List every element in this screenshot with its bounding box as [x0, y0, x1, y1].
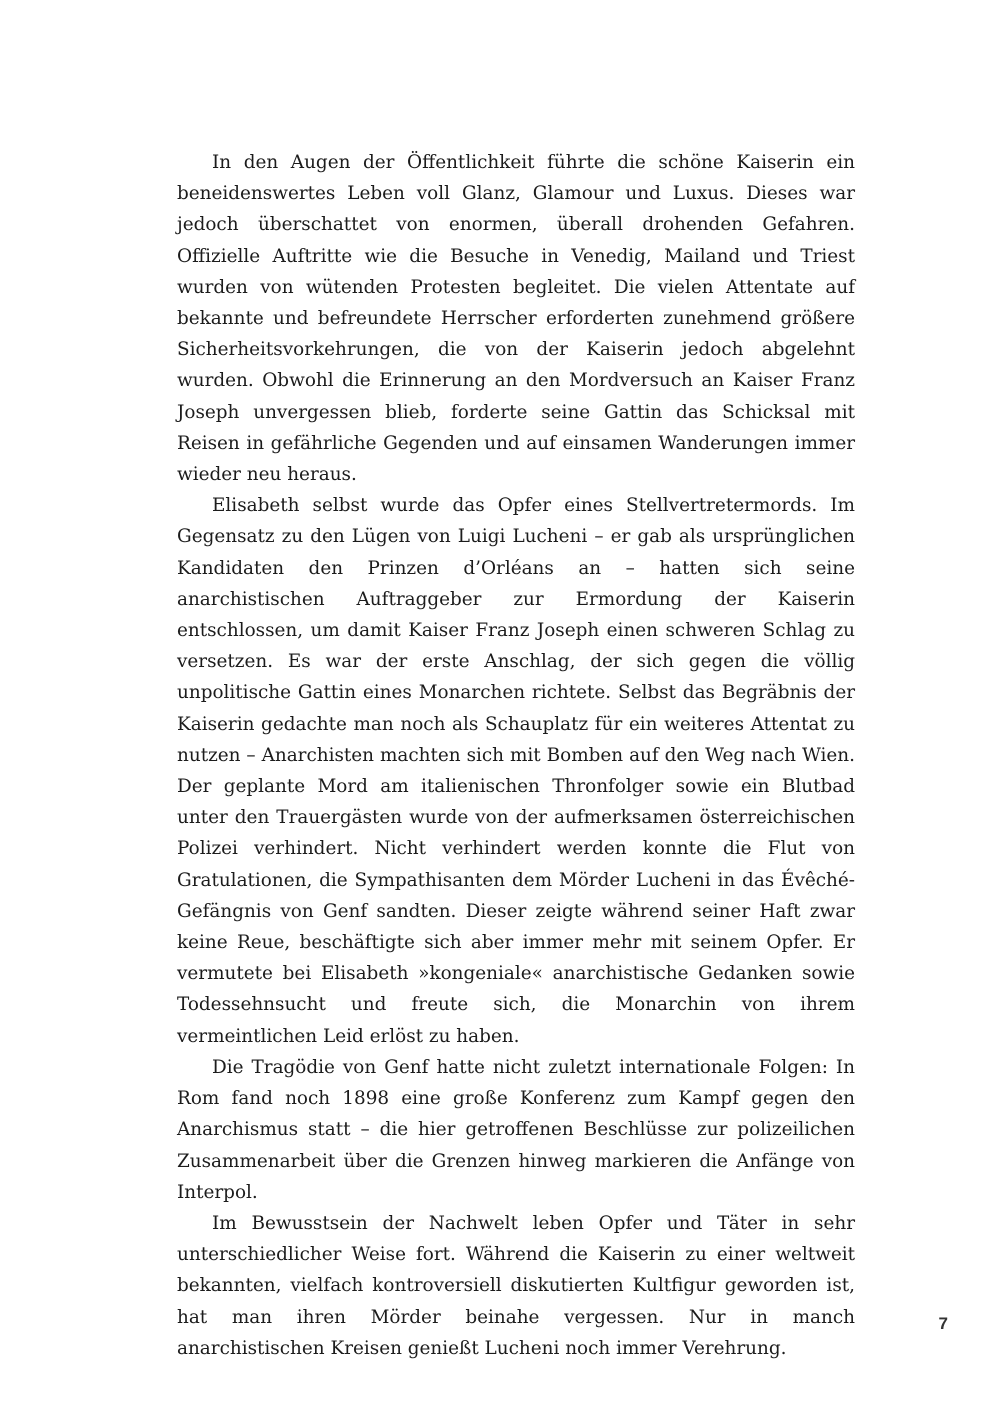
- paragraph-1: In den Augen der Öffentlichkeit führte die schöne Kaiserin ein beneidenswertes Leben voll Glanz, Glamour und Luxus. Dieses war jedoch überschattet von enormen, überall drohenden Gefahren. Offizielle Auftritte wie die Besuche in Venedig, Mailand und Triest wurden von wütenden Protesten begleitet. Die vielen Attentate auf bekannte und befreundete Herrscher erforderten zunehmend größere Sicherheitsvorkehrungen, die von der Kaiserin jedoch abgelehnt wurden. Obwohl die Erinnerung an den Mordversuch an Kaiser Franz Joseph unvergessen blieb, forderte seine Gattin das Schicksal mit Reisen in gefährliche Gegenden und auf einsamen Wanderungen immer wieder neu heraus.: [177, 152, 855, 486]
- body-text: [177, 147, 855, 1364]
- paragraph-2: Elisabeth selbst wurde das Opfer eines Stellvertretermords. Im Gegensatz zu den Lügen von Luigi Lucheni – er gab als ursprünglichen Kandidaten den Prinzen d’Orléans an – hatten sich seine anarchistischen Auftraggeber zur Ermordung der Kaiserin entschlossen, um damit Kaiser Franz Joseph einen schweren Schlag zu versetzen. Es war der erste Anschlag, der sich gegen die völlig unpolitische Gattin eines Monarchen richtete. Selbst das Begräbnis der Kaiserin gedachte man noch als Schauplatz für ein weiteres Attentat zu nutzen – Anarchisten machten sich mit Bomben auf den Weg nach Wien. Der geplante Mord am italienischen Thronfolger sowie ein Blutbad unter den Trauergästen wurde von der aufmerksamen österreichischen Polizei verhindert. Nicht verhindert werden konnte die Flut von Gratulationen, die Sympathisanten dem Mörder Lucheni in das Évêché-Gefängnis von Genf sandten. Dieser zeigte während seiner Haft zwar keine Reue, beschäftigte sich aber immer mehr mit seinem Opfer. Er vermutete bei Elisabeth »kongeniale« anarchistische Gedanken sowie Todessehnsucht und freute sich, die Monarchin von ihrem vermeintlichen Leid erlöst zu haben.: [177, 495, 855, 1047]
- paragraph-3: Die Tragödie von Genf hatte nicht zuletzt internationale Folgen: In Rom fand noch 1898 eine große Konferenz zum Kampf gegen den Anarchismus statt – die hier getroffenen Beschlüsse zur polizeilichen Zusammenarbeit über die Grenzen hinweg markieren die Anfänge von Interpol.: [177, 1056, 855, 1203]
- page-number: 7: [938, 1314, 948, 1333]
- paragraph-4: Im Bewusstsein der Nachwelt leben Opfer und Täter in sehr unterschiedlicher Weise fort. Während die Kaiserin zu einer weltweit bekannten, vielfach kontroversiell diskutierten Kultfigur geworden ist, hat man ihren Mörder beinahe vergessen. Nur in manch anarchistischen Kreisen genießt Lucheni noch immer Verehrung.: [177, 1212, 855, 1359]
